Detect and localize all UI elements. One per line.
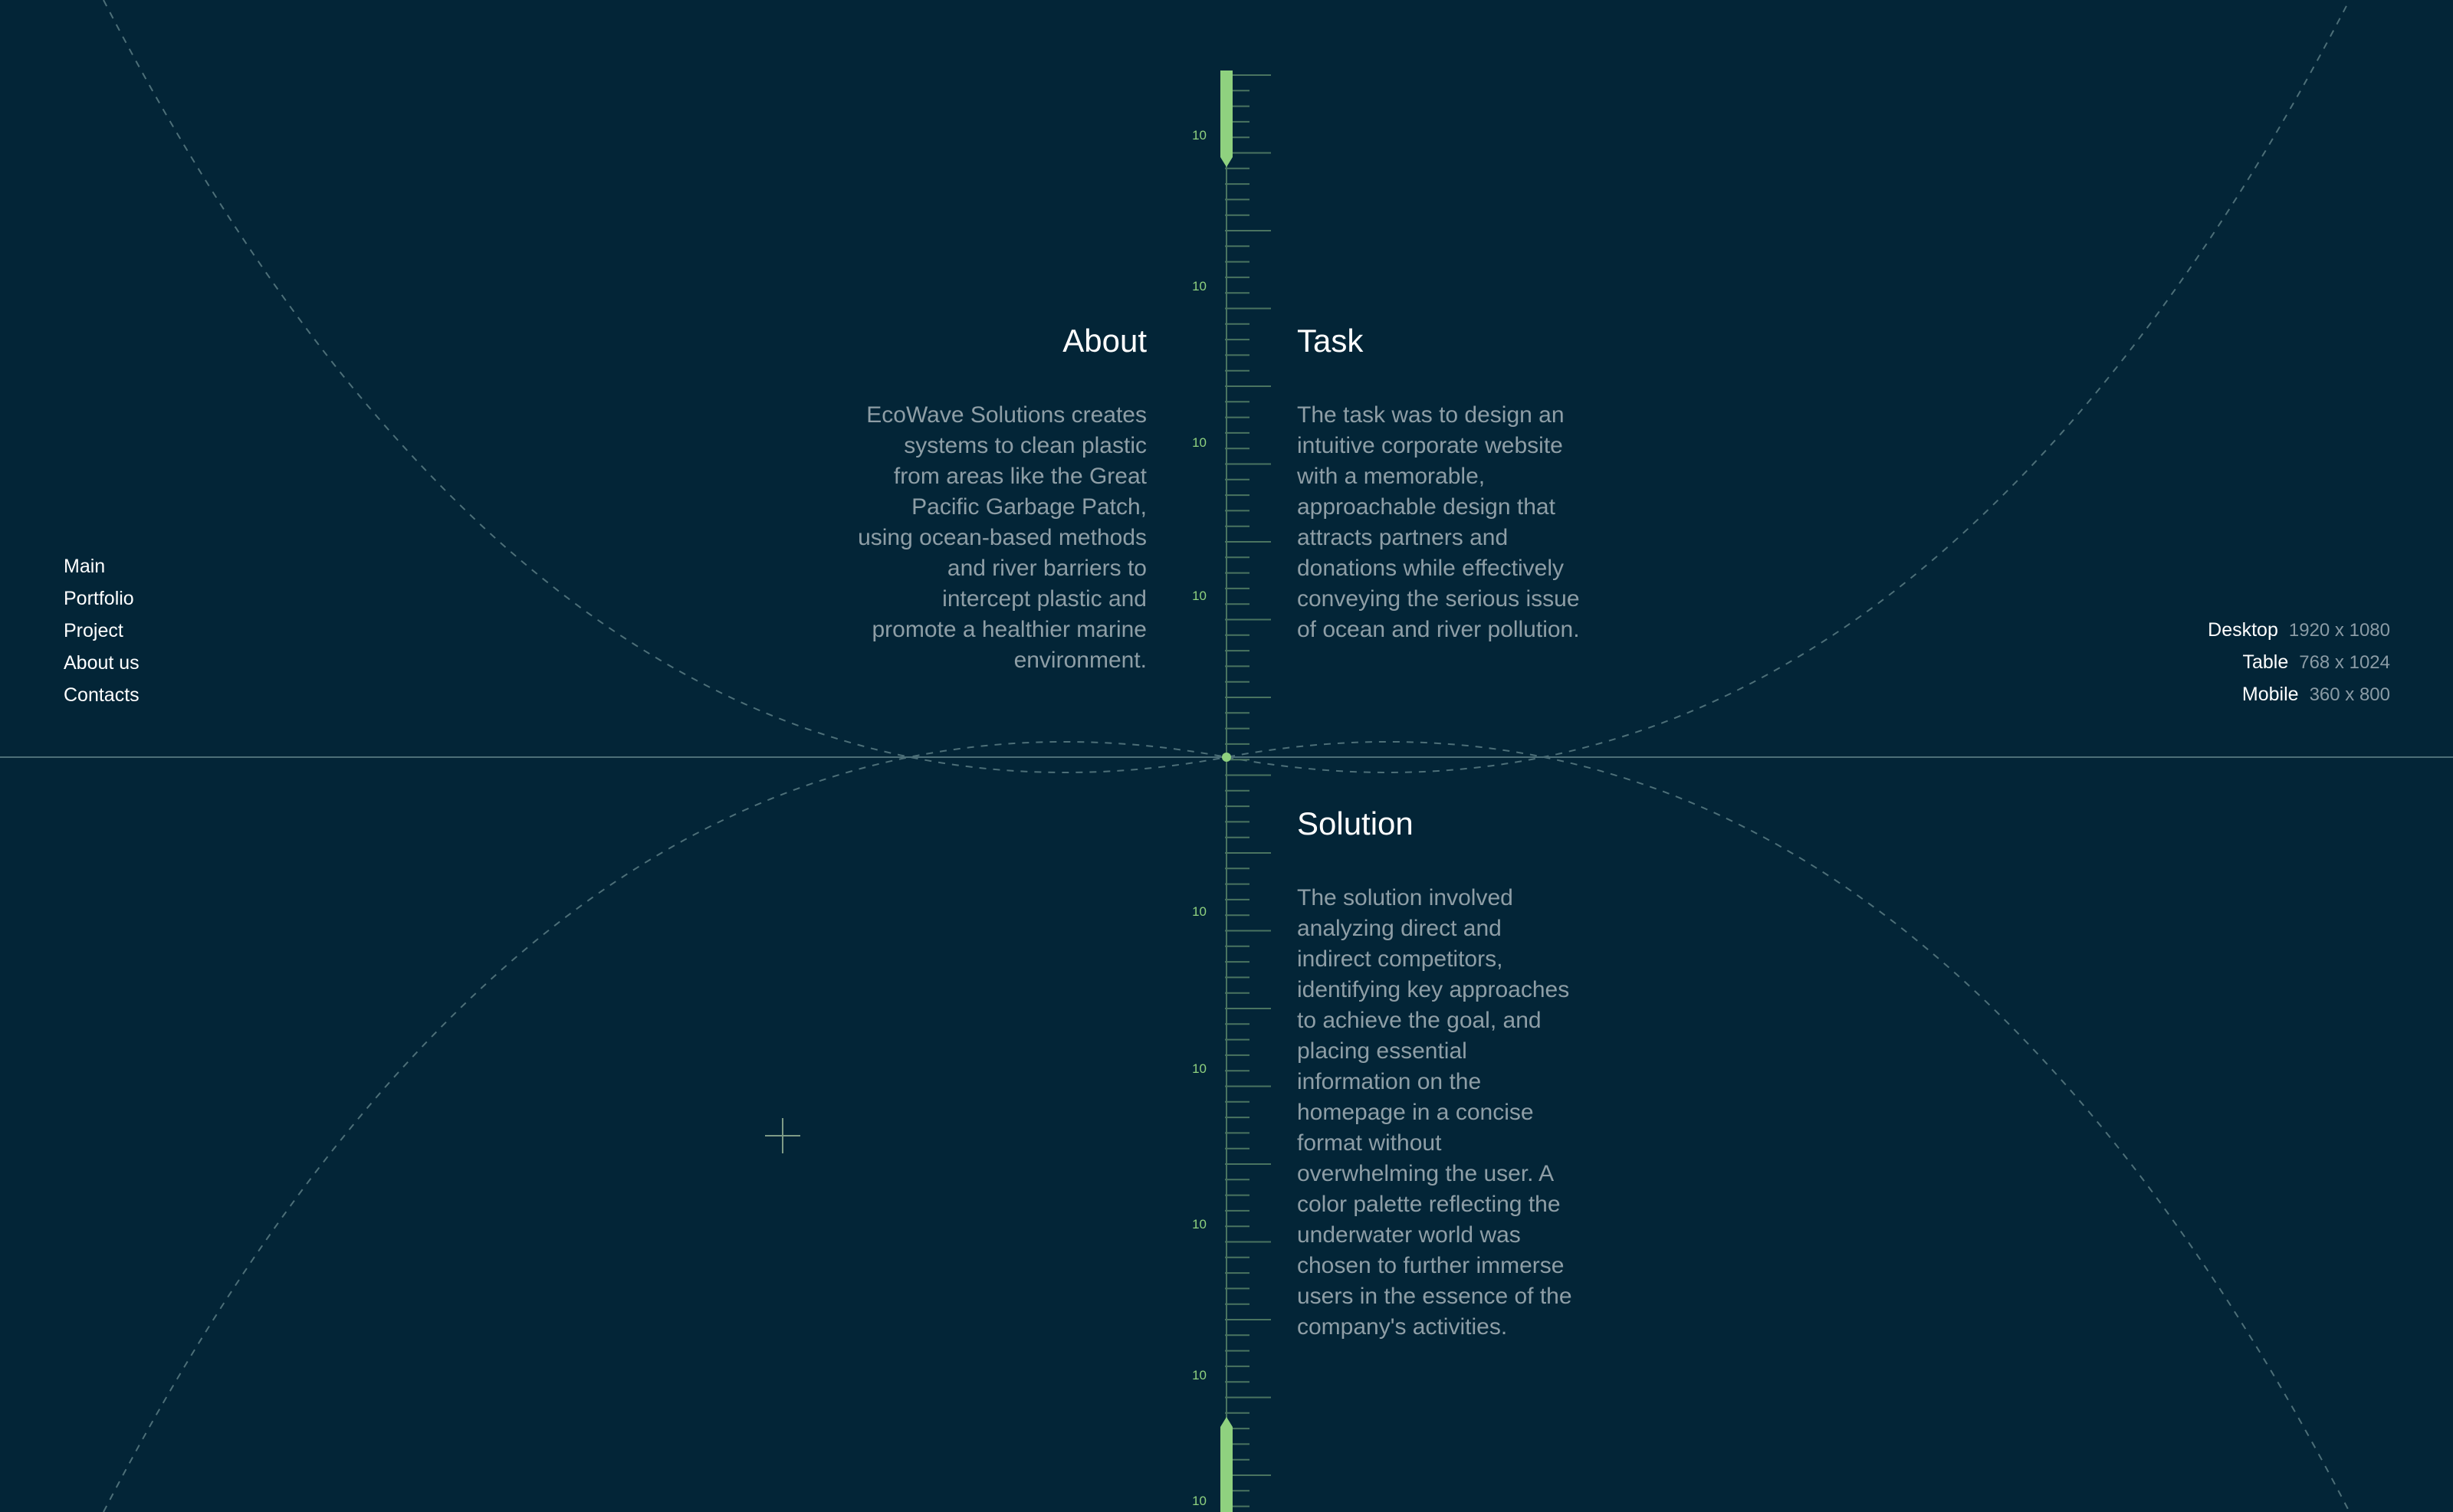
ruler-label: 10 xyxy=(1192,1061,1207,1076)
device-resolution: 360 x 800 xyxy=(2309,684,2390,705)
task-text: The task was to design an intuitive corporate website with a memorable, approachable design that attracts partners and donations while effectively conveying the serious issue of ocean and river pollution. xyxy=(1297,402,1580,642)
nav-item-main[interactable]: Main xyxy=(64,556,106,577)
ruler-top-marker xyxy=(1220,71,1233,167)
device-name: Table xyxy=(2242,651,2289,673)
ruler-ticks xyxy=(1225,75,1271,1507)
device-name: Mobile xyxy=(2241,684,2299,705)
ruler-label: 10 xyxy=(1192,1217,1207,1232)
task-title: Task xyxy=(1297,323,1364,359)
ruler-label: 10 xyxy=(1192,128,1207,143)
nav-item-about-us[interactable]: About us xyxy=(64,652,140,674)
solution-title: Solution xyxy=(1297,805,1414,841)
about-text: EcoWave Solutions creates systems to clean plastic from areas like the Great Pacific Garbage Patch, using ocean-based methods and river barriers to intercept plastic and promote a healthier marine environment. xyxy=(858,402,1147,673)
ruler-label: 10 xyxy=(1192,1494,1207,1508)
ruler-label: 10 xyxy=(1192,279,1207,294)
about-title: About xyxy=(1062,323,1147,359)
device-mobile[interactable] xyxy=(2084,678,2390,710)
ruler-bottom-marker xyxy=(1220,1417,1233,1512)
nav-item-contacts[interactable]: Contacts xyxy=(64,684,140,706)
ruler-label: 10 xyxy=(1192,435,1207,450)
center-dot xyxy=(1222,753,1231,762)
nav-item-project[interactable]: Project xyxy=(64,620,123,641)
solution-text: The solution involved analyzing direct and indirect competitors, identifying key approaches to achieve the goal, and placing essential information on the homepage in a concise format without overwhelming the user. A color palette reflecting the underwater world was chosen to further immerse users in the essence of the company's activities. xyxy=(1297,885,1572,1340)
device-resolution: 1920 x 1080 xyxy=(2288,620,2390,641)
nav-item-portfolio[interactable]: Portfolio xyxy=(64,588,134,609)
ruler-label: 10 xyxy=(1192,1368,1207,1382)
ruler-label: 10 xyxy=(1192,904,1207,919)
device-resolution: 768 x 1024 xyxy=(2299,652,2390,673)
ruler-label: 10 xyxy=(1192,589,1207,603)
main-nav xyxy=(64,550,140,711)
crosshair-icon xyxy=(765,1118,800,1153)
device-name: Desktop xyxy=(2208,619,2278,641)
device-list xyxy=(2084,614,2390,710)
device-tablet[interactable] xyxy=(2084,646,2390,678)
device-desktop[interactable] xyxy=(2084,614,2390,646)
